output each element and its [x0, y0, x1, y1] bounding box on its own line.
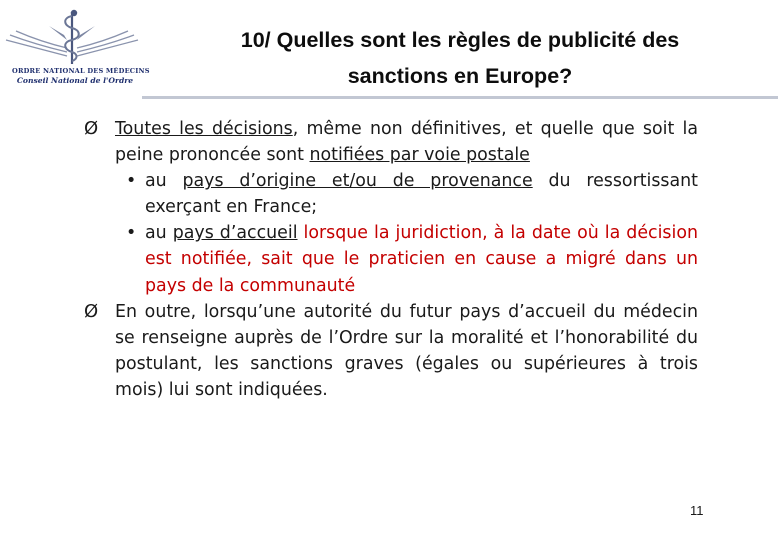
arrow-bullet-icon: Ø	[84, 300, 99, 322]
subbullet-text-red: lorsque la juridiction, à la date où la décision est notifiée, sait que le praticien en cause a migré dans un pays de la communauté	[145, 223, 698, 296]
subbullet-text: au	[145, 171, 183, 192]
subbullet-host-country	[84, 220, 698, 298]
subbullet-origin-country	[84, 168, 698, 220]
ordre-medecins-logo	[4, 4, 150, 88]
subbullet-text: au	[145, 223, 173, 244]
subbullet-text-underlined: pays d’origine et/ou de provenance	[182, 171, 533, 192]
caduceus-emblem-icon	[4, 4, 140, 66]
subbullet-text: du ressortissant exerçant en France;	[145, 171, 698, 218]
bullet-decisions	[84, 116, 698, 168]
bullet-text: En outre, lorsqu’une autorité du futur pays d’accueil du médecin se renseigne auprès de l’Ordre sur la moralité et l’honorabilité du postulant, les sanctions graves (égales ou supérieures à trois mois) lui sont indiquées.	[115, 301, 698, 400]
bullet-text-underlined: notifiées par voie postale	[309, 145, 530, 166]
bullet-text: , même non définitives, et quelle que soit la peine prononcée sont	[115, 119, 698, 166]
title-line-2: sanctions en Europe?	[347, 64, 573, 88]
title-line-1: 10/ Quelles sont les règles de publicité des	[240, 28, 680, 52]
bullet-text-underlined: Toutes les décisions	[115, 119, 293, 139]
bullet-future-host	[84, 299, 698, 403]
subbullet-text-underlined: pays d’accueil	[172, 223, 298, 244]
logo-org-subtitle: Conseil National de l'Ordre	[16, 76, 134, 85]
header-divider	[142, 96, 778, 99]
dot-bullet-icon: •	[126, 171, 137, 192]
page-number: 11	[690, 503, 704, 518]
slide-title	[160, 22, 760, 94]
arrow-bullet-icon: Ø	[84, 118, 99, 139]
dot-bullet-icon: •	[126, 223, 137, 244]
logo-org-name: ORDRE NATIONAL DES MÉDECINS	[12, 67, 150, 75]
slide-body	[84, 116, 698, 403]
